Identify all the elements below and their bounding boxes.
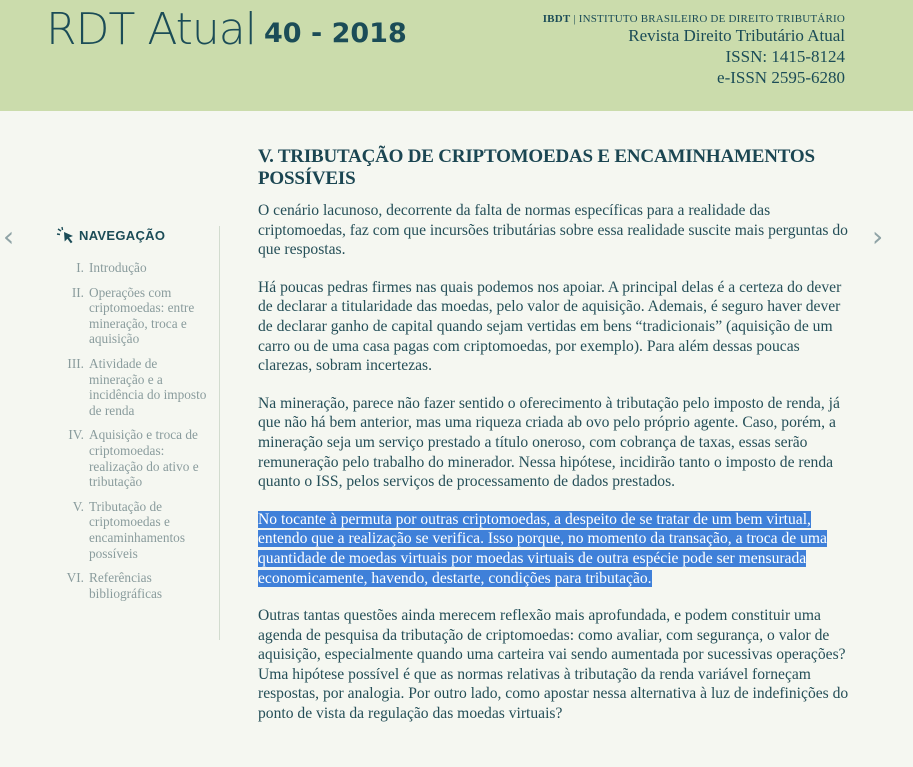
- issn: ISSN: 1415-8124: [725, 47, 845, 66]
- nav-item-label: Atividade de mineração e a incidência do imposto de renda: [89, 355, 207, 418]
- article-paragraph: O cenário lacunoso, decorrente da falta de normas específicas para a realidade das criptomoedas, faz com que incursões tributárias sobre essa realidade suscite mais perguntas do que respostas.: [258, 202, 848, 259]
- article-paragraph: Há poucas pedras firmes nas quais podemos nos apoiar. A principal delas é a certeza do dever de declarar a titularidade das moedas, pelo valor de aquisição. Ademais, é seguro haver dever de declarar ganho de capital quando sejam vertidas em bens “tradicionais” (aquisição de um carro ou de uma casa pagas com criptomoedas, por exemplo). Para além dessas poucas clarezas, sobram incertezas.: [258, 278, 842, 375]
- next-page-chevron-icon[interactable]: ›: [872, 220, 884, 253]
- nav-item-number: I.: [76, 260, 84, 275]
- nav-item-label: Tributação de criptomoedas e encaminhamentos possíveis: [89, 498, 185, 561]
- nav-item-number: IV.: [68, 427, 84, 443]
- nav-item-atividade-mineracao[interactable]: [56, 356, 219, 418]
- institute-line: [543, 13, 845, 25]
- nav-item-number: II.: [71, 284, 84, 300]
- selected-article-paragraph[interactable]: [258, 510, 854, 588]
- nav-item-label: Operações com criptomoedas: entre mineração, troca e aquisição: [89, 284, 195, 347]
- article-body: [258, 146, 854, 742]
- publisher-info: [543, 13, 845, 88]
- institute-name: INSTITUTO BRASILEIRO DE DIREITO TRIBUTÁRIO: [578, 13, 845, 25]
- navigation-heading-label: NAVEGAÇÃO: [79, 227, 166, 243]
- institute-acronym: IBDT: [542, 13, 571, 25]
- nav-item-number: V.: [72, 498, 84, 514]
- nav-item-number: VI.: [66, 570, 84, 586]
- nav-item-aquisicao-troca[interactable]: [56, 427, 219, 489]
- institute-separator: |: [573, 13, 576, 25]
- nav-item-label: Referências bibliográficas: [89, 570, 163, 601]
- article-paragraph: Outras tantas questões ainda merecem reflexão mais aprofundada, e podem constituir uma agenda de pesquisa da tributação de criptomoedas: como avaliar, com segurança, o valor de aquisição, especialmente quando uma carteira vai sendo aumentada por sucessivas operações? Uma hipótese possível é que as normas relativas à tributação da renda variável forneçam respostas, por analogia. Por outro lado, como apostar nessa alternativa à luz de indefinições do ponto de vista da regulação das moedas virtuais?: [258, 607, 849, 723]
- journal-header: [0, 0, 913, 111]
- navigation-list: [56, 260, 219, 601]
- nav-item-referencias[interactable]: [56, 570, 219, 601]
- issue-number: 40 - 2018: [264, 18, 407, 49]
- nav-item-introducao[interactable]: [56, 260, 219, 276]
- journal-full-name: Revista Direito Tributário Atual: [628, 26, 845, 45]
- eissn: e-ISSN 2595-6280: [717, 68, 845, 87]
- nav-item-label: Introdução: [89, 260, 147, 275]
- text-selection[interactable]: No tocante à permuta por outras criptomoedas, a despeito de se tratar de um bem virtual, entendo que a realização se verifica. Isso porque, no momento da transação, a troca de uma quantidade de moedas virtuais por moedas virtuais de outra espécie pode ser mensurada economicamente, havendo, destarte, condições para tributação.: [258, 510, 827, 587]
- nav-item-tributacao[interactable]: [56, 499, 219, 561]
- navigation-sidebar: [56, 226, 220, 640]
- nav-item-label: Aquisição e troca de criptomoedas: realização do ativo e tributação: [89, 427, 199, 490]
- section-heading: V. TRIBUTAÇÃO DE CRIPTOMOEDAS E ENCAMINHAMENTOS POSSÍVEIS: [258, 146, 815, 189]
- nav-item-operacoes[interactable]: [56, 285, 219, 347]
- navigation-heading: [56, 226, 219, 244]
- journal-title[interactable]: RDT Atual: [46, 4, 256, 55]
- nav-item-number: III.: [67, 355, 84, 371]
- article-paragraph: Na mineração, parece não fazer sentido o oferecimento à tributação pelo imposto de renda, já que não há bem anterior, mas uma riqueza criada ab ovo pelo próprio agente. Caso, porém, a mineração seja um serviço prestado a título oneroso, com cobrança de taxas, essas serão remuneração pelo trabalho do minerador. Nessa hipótese, incidirão tanto o imposto de renda quanto o ISS, pelos serviços de processamento de dados prestados.: [258, 394, 840, 491]
- previous-page-chevron-icon[interactable]: ‹: [3, 220, 15, 253]
- cursor-click-icon: [56, 226, 76, 244]
